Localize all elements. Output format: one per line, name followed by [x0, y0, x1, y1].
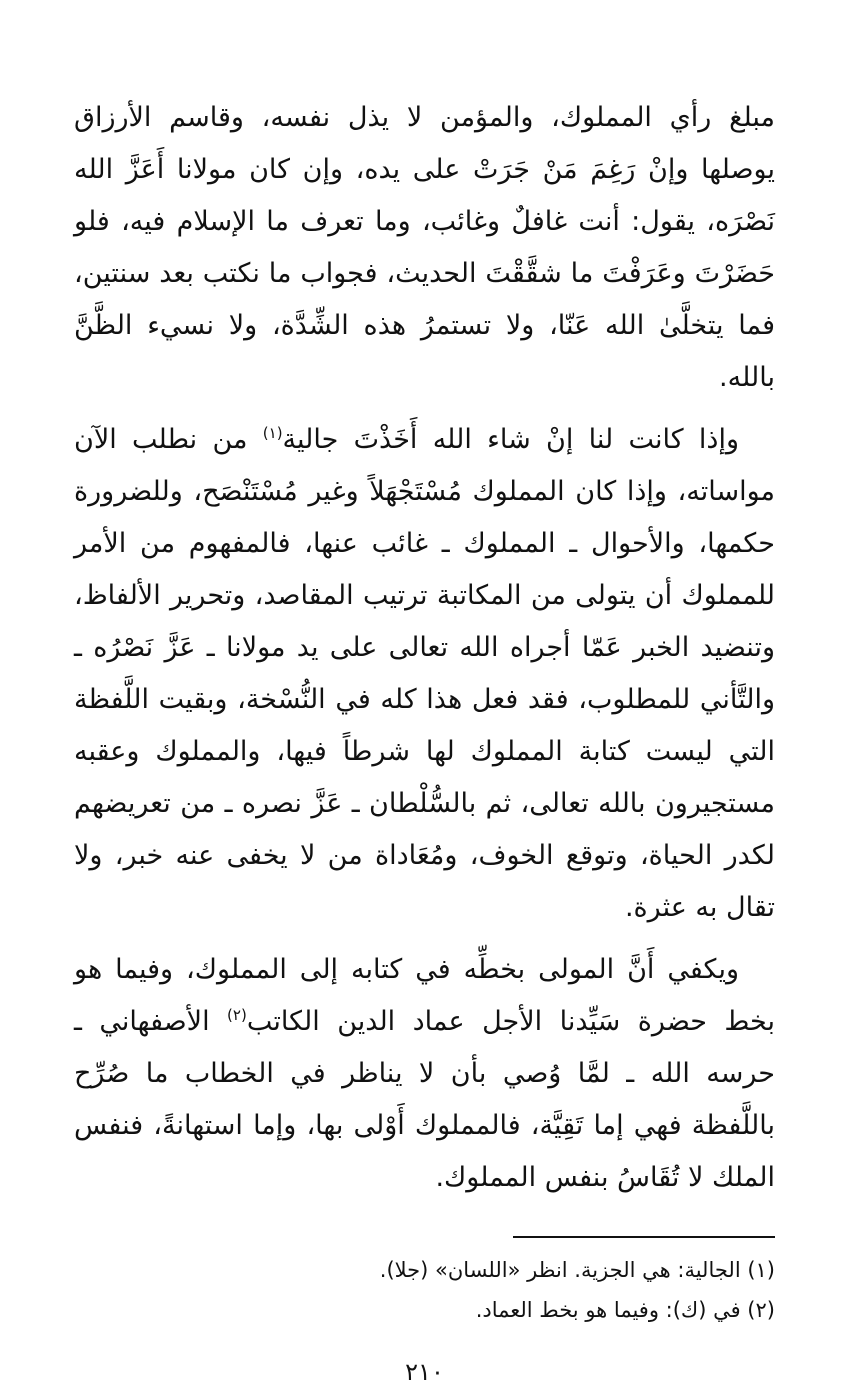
- footnote-ref-2: (٢): [227, 1006, 247, 1024]
- page-number: ٢١٠: [405, 1358, 444, 1386]
- paragraph-3-text-start: ويكفي أَنَّ المولى بخطِّه في كتابه إلى المملوك، وفيما هو بخط حضرة سَيِّدنا الأجل عماد الدين الكاتب: [74, 954, 775, 1037]
- footnotes: [74, 1250, 775, 1330]
- paragraph-3-text-end: الأصفهاني ـ حرسه الله ـ لمَّا وُصي بأن لا يناظر في الخطاب ما صُرِّح باللَّفظة فهي إما تَقِيَّة، فالمملوك أَوْلى بها، وإما استهانةً، فنفس الملك لا تُقَاسُ بنفس المملوك.: [74, 1006, 775, 1193]
- paragraph-2-text-end: من نطلب الآن مواساته، وإذا كان المملوك مُسْتَجْهَلاً وغير مُسْتَنْصَح، وللضرورة حكمها، والأحوال ـ المملوك ـ غائب عنها، فالمفهوم من الأمر للمملوك أن يتولى من المكاتبة ترتيب المقاصد، وتحرير الألفاظ، وتنضيد الخبر عَمّا أجراه الله تعالى على يد مولانا ـ عَزَّ نَصْرُه ـ والتَّأني للمطلوب، فقد فعل هذا كله في النُّسْخة، وبقيت اللَّفظة التي ليست كتابة المملوك لها شرطاً فيها، والمملوك وعقبه مستجيرون بالله تعالى، ثم بالسُّلْطان ـ عَزَّ نصره ـ من تعريضهم لكدر الحياة، وتوقع الخوف، ومُعَاداة من لا يخفى عنه خبر، ولا تقال به عثرة.: [74, 424, 775, 923]
- footnote-ref-1: (١): [262, 424, 283, 442]
- footnote-1: (١) الجالية: هي الجزية. انظر «اللسان» (جلا).: [379, 1258, 775, 1282]
- footnote-2: (٢) في (ك): وفيما هو بخط العماد.: [475, 1298, 775, 1322]
- paragraph-1-text: مبلغ رأي المملوك، والمؤمن لا يذل نفسه، وقاسم الأرزاق يوصلها وإنْ رَغِمَ مَنْ جَرَتْ على يده، وإن كان مولانا أَعَزَّ الله نَصْرَه، يقول: أنت غافلٌ وغائب، وما تعرف ما الإسلام فيه، فلو حَضَرْتَ وعَرَفْتَ ما شقَّقْتَ الحديث، فجواب ما نكتب بعد سنتين، فما يتخلَّىٰ الله عَنّا، ولا تستمرُ هذه الشِّدَّة، ولا نسيء الظَّنَّ بالله.: [74, 102, 775, 393]
- paragraph-2: [74, 414, 775, 934]
- paragraph-1: [74, 92, 775, 404]
- footnote-divider: [513, 1236, 775, 1238]
- paragraph-2-text-start: وإذا كانت لنا إنْ شاء الله أَخَذْتَ جالية: [282, 424, 739, 455]
- paragraph-3: [74, 944, 775, 1204]
